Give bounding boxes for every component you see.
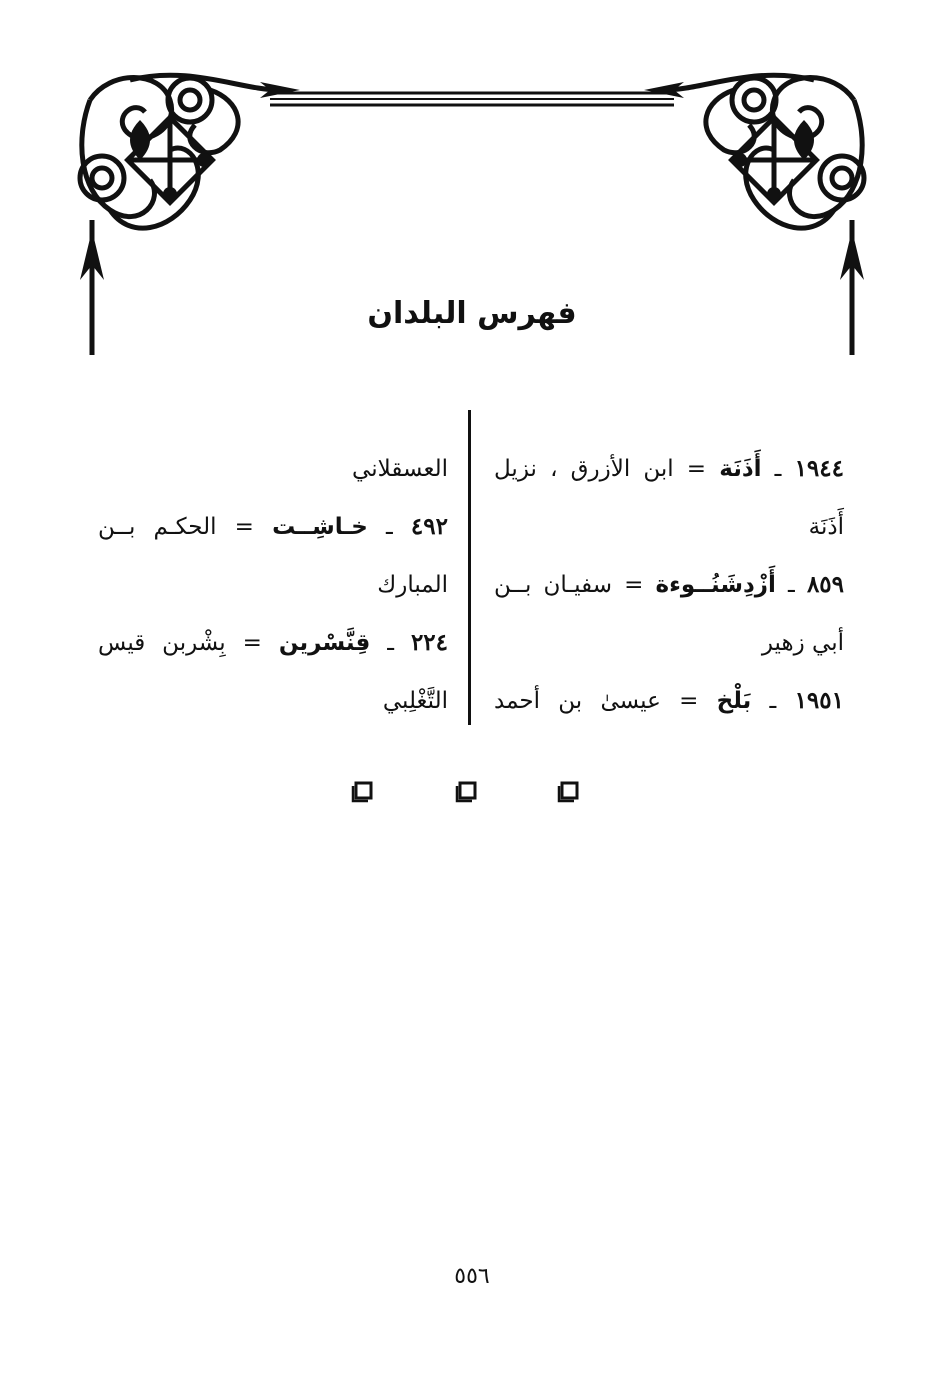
entry-number: ٤٩٢ bbox=[410, 513, 448, 540]
page-number: ٥٥٦ bbox=[454, 1264, 490, 1289]
index-column-right bbox=[494, 440, 844, 730]
entry-place: بَلْخ bbox=[716, 688, 752, 714]
entry-number: ١٩٥١ bbox=[794, 687, 844, 714]
end-marks bbox=[0, 780, 944, 810]
entry-place: أَزْدِشَنُــوءة bbox=[655, 572, 776, 598]
column-divider bbox=[468, 410, 471, 725]
entry-text: = سفيـان بــن bbox=[494, 572, 644, 598]
entry-line: ٢٢٤ ـ قِنَّسْرين = بِشْربن قيس bbox=[98, 629, 448, 656]
entry-line: ٨٥٩ ـ أَزْدِشَنُــوءة = سفيـان بــن bbox=[494, 571, 844, 598]
entry-continuation: أَذَنَة bbox=[808, 514, 844, 540]
entry-text: = عيسىٰ بن أحمد bbox=[494, 688, 699, 714]
index-column-left bbox=[98, 440, 448, 730]
entry-continuation: العسقلاني bbox=[352, 456, 448, 482]
square-bracket-icon bbox=[556, 780, 580, 804]
entry-number: ١٩٤٤ bbox=[794, 455, 844, 482]
entry-number: ٨٥٩ bbox=[806, 571, 844, 598]
entry-continuation: التَّغْلِبي bbox=[382, 688, 448, 714]
index-entry bbox=[494, 440, 844, 556]
entry-continuation: أبي زهير bbox=[761, 630, 844, 656]
entry-number: ٢٢٤ bbox=[410, 629, 448, 656]
index-entry bbox=[98, 614, 448, 730]
index-entry bbox=[98, 498, 448, 614]
entry-text: = ابن الأزرق ، نزيل bbox=[494, 456, 707, 482]
entry-line: ١٩٤٤ ـ أَذَنَة = ابن الأزرق ، نزيل bbox=[494, 455, 844, 482]
page-title: فهرس البلدان bbox=[367, 296, 577, 331]
square-bracket-icon bbox=[350, 780, 374, 804]
entry-place: أَذَنَة bbox=[719, 456, 762, 482]
entry-line: ٤٩٢ ـ خـاشِــت = الحكـم بــن bbox=[98, 513, 448, 540]
index-entry bbox=[494, 556, 844, 672]
square-bracket-icon bbox=[454, 780, 478, 804]
top-border-rule bbox=[270, 85, 674, 115]
entry-place: قِنَّسْرين bbox=[278, 630, 371, 656]
entry-place: خـاشِــت bbox=[272, 514, 368, 540]
index-entry bbox=[494, 672, 844, 730]
entry-text: = بِشْربن قيس bbox=[98, 630, 262, 656]
entry-line: ١٩٥١ ـ بَلْخ = عيسىٰ بن أحمد bbox=[494, 687, 844, 714]
entry-text: = الحكـم بــن bbox=[98, 514, 254, 540]
entry-continuation: المبارك bbox=[377, 572, 448, 598]
